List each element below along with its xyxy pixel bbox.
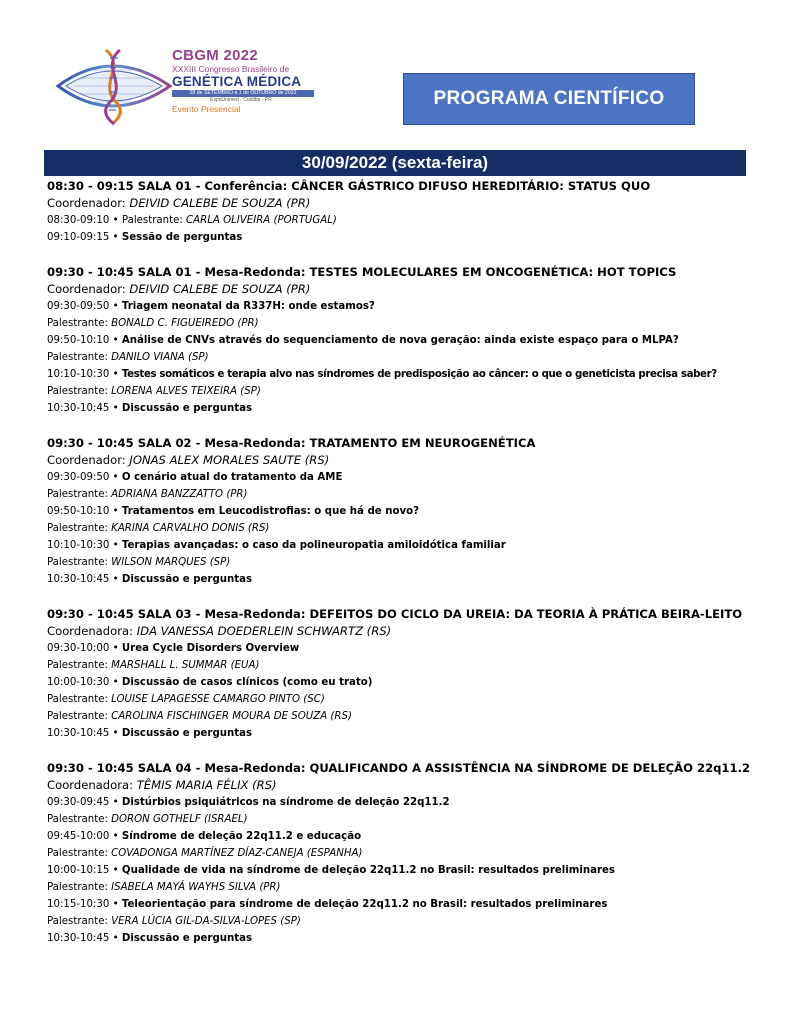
- speaker-name: CAROLINA FISCHINGER MOURA DE SOUZA (RS): [111, 711, 352, 722]
- item-topic: Discussão e perguntas: [121, 933, 253, 944]
- item-time: 09:30-09:50: [47, 472, 110, 483]
- event-logo: [54, 44, 316, 128]
- schedule-list: [47, 178, 751, 965]
- item-time: 09:30-09:50: [47, 301, 110, 312]
- item-prefix: Palestrante:: [47, 660, 112, 671]
- session-block: [47, 435, 747, 588]
- coordinator-name: DEIVID CALEBE DE SOUZA (PR): [129, 282, 311, 296]
- logo-subtitle: XXXIII Congresso Brasileiro de: [172, 64, 290, 74]
- item-topic: Terapias avançadas: o caso da polineuropatia amiloidótica familiar: [121, 540, 506, 551]
- item-time: 10:10-10:30: [47, 369, 110, 380]
- speaker-name: DANILO VIANA (SP): [111, 352, 209, 363]
- item-topic: Análise de CNVs através do sequenciamento de nova geração: ainda existe espaço para o MLPA?: [121, 335, 679, 346]
- item-prefix: •: [109, 899, 122, 910]
- schedule-item: [47, 828, 747, 845]
- speaker-name: LOUISE LAPAGESSE CAMARGO PINTO (SC): [111, 694, 325, 705]
- session-block: [47, 264, 747, 417]
- session-coordinator: [47, 195, 747, 212]
- schedule-item: [47, 862, 747, 879]
- speaker-line: [47, 383, 747, 400]
- item-prefix: •: [109, 574, 122, 585]
- coordinator-label: Coordenadora:: [47, 624, 137, 638]
- item-topic: Distúrbios psiquiátricos na síndrome de deleção 22q11.2: [121, 797, 450, 808]
- speaker-name: KARINA CARVALHO DONIS (RS): [111, 523, 270, 534]
- item-topic: Qualidade de vida na síndrome de deleção 22q11.2 no Brasil: resultados preliminares: [121, 865, 615, 876]
- speaker-line: [47, 315, 747, 332]
- item-prefix: •: [109, 831, 122, 842]
- schedule-item: [47, 400, 747, 417]
- speaker-name: ADRIANA BANZZATTO (PR): [111, 489, 248, 500]
- item-prefix: •: [109, 472, 122, 483]
- schedule-item: [47, 298, 747, 315]
- schedule-item: [47, 212, 747, 229]
- item-prefix: •: [109, 728, 122, 739]
- item-topic: Discussão e perguntas: [121, 728, 253, 739]
- item-topic: Testes somáticos e terapia alvo nas síndromes de predisposição ao câncer: o que o geneticista precisa saber?: [121, 369, 717, 380]
- item-time: 08:30-09:10: [47, 215, 110, 226]
- item-prefix: • Palestrante:: [109, 215, 187, 226]
- logo-mode: Evento Presencial: [172, 104, 241, 114]
- item-prefix: Palestrante:: [47, 848, 112, 859]
- item-topic: Discussão e perguntas: [121, 574, 253, 585]
- item-topic: Tratamentos em Leucodistrofias: o que há de novo?: [121, 506, 420, 517]
- session-coordinator: [47, 452, 747, 469]
- coordinator-name: DEIVID CALEBE DE SOUZA (PR): [129, 196, 311, 210]
- coordinator-name: TÊMIS MARIA FÉLIX (RS): [136, 778, 277, 792]
- item-time: 09:50-10:10: [47, 335, 110, 346]
- logo-event-name: CBGM 2022: [172, 47, 259, 64]
- item-prefix: •: [109, 540, 122, 551]
- schedule-item: [47, 794, 747, 811]
- session-title: 09:30 - 10:45 SALA 02 - Mesa-Redonda: TRATAMENTO EM NEUROGENÉTICA: [47, 436, 536, 450]
- speaker-name: LORENA ALVES TEIXEIRA (SP): [111, 386, 261, 397]
- speaker-name: COVADONGA MARTÍNEZ DÍAZ-CANEJA (ESPANHA): [111, 848, 363, 859]
- speaker-name: DORON GOTHELF (ISRAEL): [111, 814, 248, 825]
- item-time: 10:30-10:45: [47, 933, 110, 944]
- speaker-name: WILSON MARQUES (SP): [111, 557, 231, 568]
- session-title: 09:30 - 10:45 SALA 04 - Mesa-Redonda: QUALIFICANDO A ASSISTÊNCIA NA SÍNDROME DE DELEÇÃO 22q11.2: [47, 761, 751, 775]
- item-topic: Triagem neonatal da R337H: onde estamos?: [121, 301, 375, 312]
- item-prefix: •: [109, 933, 122, 944]
- speaker-line: [47, 811, 747, 828]
- session-title: 09:30 - 10:45 SALA 01 - Mesa-Redonda: TESTES MOLECULARES EM ONCOGENÉTICA: HOT TOPICS: [47, 265, 677, 279]
- coordinator-label: Coordenador:: [47, 282, 130, 296]
- schedule-item: [47, 930, 747, 947]
- coordinator-label: Coordenador:: [47, 196, 130, 210]
- session-coordinator: [47, 777, 747, 794]
- session-title: 08:30 - 09:15 SALA 01 - Conferência: CÂNCER GÁSTRICO DIFUSO HEREDITÁRIO: STATUS QUO: [47, 179, 651, 193]
- item-prefix: Palestrante:: [47, 557, 112, 568]
- session-block: [47, 606, 747, 742]
- session-coordinator: [47, 623, 747, 640]
- speaker-name: CARLA OLIVEIRA (PORTUGAL): [186, 215, 337, 226]
- speaker-line: [47, 349, 747, 366]
- schedule-item: [47, 537, 747, 554]
- session-block: [47, 178, 747, 246]
- speaker-name: BONALD C. FIGUEIREDO (PR): [111, 318, 259, 329]
- item-prefix: Palestrante:: [47, 523, 112, 534]
- schedule-item: [47, 469, 747, 486]
- speaker-line: [47, 879, 747, 896]
- item-time: 10:30-10:45: [47, 403, 110, 414]
- item-prefix: •: [109, 301, 122, 312]
- schedule-item: [47, 896, 747, 913]
- schedule-item: [47, 640, 747, 657]
- item-prefix: •: [109, 643, 122, 654]
- item-prefix: •: [109, 369, 122, 380]
- schedule-item: [47, 571, 747, 588]
- item-topic: Discussão de casos clínicos (como eu trato): [121, 677, 373, 688]
- logo-place: ExpoUnimed - Curitiba - PR: [210, 97, 272, 103]
- coordinator-name: IDA VANESSA DOEDERLEIN SCHWARTZ (RS): [136, 624, 392, 638]
- logo-title: GENÉTICA MÉDICA: [172, 74, 302, 89]
- item-prefix: Palestrante:: [47, 711, 112, 722]
- item-prefix: •: [109, 335, 122, 346]
- schedule-item: [47, 332, 747, 349]
- speaker-line: [47, 657, 747, 674]
- item-time: 09:50-10:10: [47, 506, 110, 517]
- speaker-line: [47, 554, 747, 571]
- item-time: 09:45-10:00: [47, 831, 110, 842]
- item-prefix: •: [109, 506, 122, 517]
- item-prefix: Palestrante:: [47, 386, 112, 397]
- speaker-line: [47, 520, 747, 537]
- item-time: 10:30-10:45: [47, 728, 110, 739]
- item-prefix: •: [109, 865, 122, 876]
- item-prefix: •: [109, 677, 122, 688]
- coordinator-label: Coordenador:: [47, 453, 130, 467]
- schedule-item: [47, 725, 747, 742]
- item-topic: Síndrome de deleção 22q11.2 e educação: [121, 831, 362, 842]
- item-prefix: •: [109, 797, 122, 808]
- item-topic: O cenário atual do tratamento da AME: [121, 472, 343, 483]
- item-prefix: Palestrante:: [47, 814, 112, 825]
- schedule-item: [47, 366, 747, 383]
- dna-eye-icon: [54, 44, 174, 128]
- schedule-item: [47, 503, 747, 520]
- speaker-line: [47, 708, 747, 725]
- session-title: 09:30 - 10:45 SALA 03 - Mesa-Redonda: DEFEITOS DO CICLO DA UREIA: DA TEORIA À PRÁTICA BEIRA-LEITO: [47, 607, 743, 621]
- coordinator-label: Coordenadora:: [47, 778, 137, 792]
- date-bar: 30/09/2022 (sexta-feira): [44, 150, 746, 176]
- item-topic: Sessão de perguntas: [121, 232, 243, 243]
- speaker-name: MARSHALL L. SUMMAR (EUA): [111, 660, 260, 671]
- item-topic: Teleorientação para síndrome de deleção 22q11.2 no Brasil: resultados preliminares: [121, 899, 608, 910]
- item-prefix: •: [109, 232, 122, 243]
- session-coordinator: [47, 281, 747, 298]
- item-time: 10:10-10:30: [47, 540, 110, 551]
- item-prefix: Palestrante:: [47, 882, 112, 893]
- item-time: 09:30-09:45: [47, 797, 110, 808]
- item-time: 10:15-10:30: [47, 899, 110, 910]
- speaker-line: [47, 845, 747, 862]
- item-time: 10:00-10:30: [47, 677, 110, 688]
- speaker-line: [47, 913, 747, 930]
- page-title: PROGRAMA CIENTÍFICO: [403, 73, 695, 125]
- schedule-item: [47, 674, 747, 691]
- item-prefix: Palestrante:: [47, 694, 112, 705]
- item-prefix: Palestrante:: [47, 352, 112, 363]
- item-topic: Discussão e perguntas: [121, 403, 253, 414]
- item-time: 09:30-10:00: [47, 643, 110, 654]
- item-prefix: Palestrante:: [47, 916, 112, 927]
- speaker-name: ISABELA MAYÁ WAYHS SILVA (PR): [111, 882, 281, 893]
- item-prefix: Palestrante:: [47, 489, 112, 500]
- item-topic: Urea Cycle Disorders Overview: [121, 643, 300, 654]
- logo-dates: 28 de SETEMBRO a 1 de OUTUBRO de 2022: [172, 90, 314, 97]
- session-block: [47, 760, 751, 947]
- item-time: 09:10-09:15: [47, 232, 110, 243]
- coordinator-name: JONAS ALEX MORALES SAUTE (RS): [129, 453, 330, 467]
- item-prefix: •: [109, 403, 122, 414]
- item-prefix: Palestrante:: [47, 318, 112, 329]
- speaker-line: [47, 691, 747, 708]
- speaker-name: VERA LÚCIA GIL-DA-SILVA-LOPES (SP): [111, 916, 301, 927]
- item-time: 10:30-10:45: [47, 574, 110, 585]
- item-time: 10:00-10:15: [47, 865, 110, 876]
- speaker-line: [47, 486, 747, 503]
- schedule-item: [47, 229, 747, 246]
